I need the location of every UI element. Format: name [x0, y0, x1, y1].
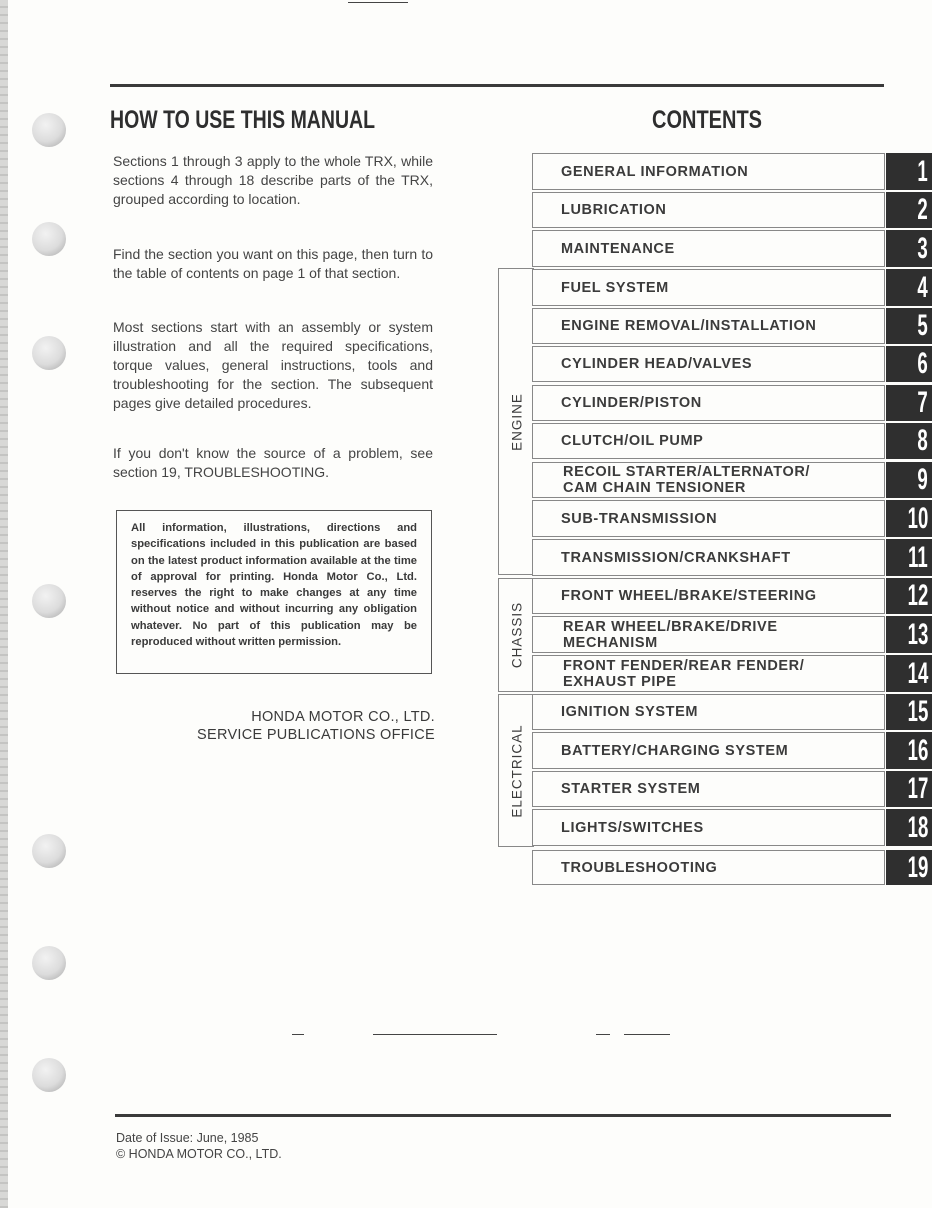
legal-notice-text: All information, illustrations, directions and specifications included in this publication are based on the latest product information available at the time of approval for printing. Honda Motor Co., Ltd. reserves the right to make changes at any time without notice and without incurring any obligation whatever. No part of this publication may be reproduced without written permission. — [131, 522, 417, 649]
contents-row-9[interactable] — [532, 462, 932, 498]
section-number-tab[interactable] — [886, 500, 932, 537]
contents-row-19[interactable] — [532, 850, 932, 885]
contents-row-13[interactable] — [532, 616, 932, 653]
section-number-tab[interactable] — [886, 771, 932, 807]
binder-hole — [32, 113, 66, 147]
section-title[interactable] — [532, 616, 885, 653]
section-number-tab[interactable] — [886, 850, 932, 885]
binder-hole — [32, 336, 66, 370]
section-number: 12 — [907, 579, 928, 612]
section-number-tab[interactable] — [886, 732, 932, 769]
section-title[interactable]: TRANSMISSION/CRANKSHAFT — [532, 539, 885, 576]
date-of-issue: Date of Issue: June, 1985 — [116, 1131, 259, 1145]
section-title-line-2: MECHANISM — [563, 634, 658, 651]
group-engine — [498, 268, 534, 575]
scan-artifact-line — [348, 2, 408, 3]
section-number-tab[interactable] — [886, 809, 932, 846]
section-title[interactable]: FRONT WHEEL/BRAKE/STEERING — [532, 578, 885, 614]
section-title[interactable]: LUBRICATION — [532, 192, 885, 228]
section-number: 16 — [907, 733, 928, 767]
section-title[interactable]: CYLINDER/PISTON — [532, 385, 885, 421]
section-number-tab[interactable] — [886, 192, 932, 228]
section-number: 14 — [907, 656, 928, 690]
contents-row-17[interactable] — [532, 771, 932, 807]
section-number-tab[interactable] — [886, 539, 932, 576]
section-number-tab[interactable] — [886, 269, 932, 306]
group-electrical — [498, 694, 534, 847]
section-title[interactable]: TROUBLESHOOTING — [532, 850, 885, 885]
section-number: 8 — [917, 424, 928, 457]
section-number-tab[interactable] — [886, 423, 932, 459]
section-title-line-1: FRONT FENDER/REAR FENDER/ — [563, 657, 805, 674]
section-number-tab[interactable] — [886, 308, 932, 344]
section-number: 17 — [907, 772, 928, 805]
section-title[interactable]: ENGINE REMOVAL/INSTALLATION — [532, 308, 885, 344]
contents-row-6[interactable] — [532, 346, 932, 382]
scan-artifact-line — [373, 1034, 497, 1035]
section-number: 19 — [907, 850, 928, 884]
binder-hole — [32, 946, 66, 980]
publisher-office: SERVICE PUBLICATIONS OFFICE — [197, 727, 435, 743]
copyright: © HONDA MOTOR CO., LTD. — [116, 1147, 282, 1161]
section-number: 7 — [917, 386, 928, 419]
binder-hole — [32, 1058, 66, 1092]
group-label-engine: ENGINE — [509, 392, 524, 451]
contents-row-5[interactable] — [532, 308, 932, 344]
page-binding-edge — [0, 0, 8, 1208]
scan-artifact-line — [624, 1034, 670, 1035]
contents-row-11[interactable] — [532, 539, 932, 576]
section-number: 2 — [917, 193, 928, 226]
section-title-line-2: EXHAUST PIPE — [563, 673, 677, 690]
footer — [116, 1130, 282, 1162]
contents-row-7[interactable] — [532, 385, 932, 421]
troubleshooting-paragraph: If you don't know the source of a problem, see section 19, TROUBLESHOOTING. — [113, 445, 433, 480]
section-number-tab[interactable] — [886, 230, 932, 267]
section-title[interactable]: BATTERY/CHARGING SYSTEM — [532, 732, 885, 769]
find-section-paragraph: Find the section you want on this page, then turn to the table of contents on page 1 of that section. — [113, 246, 433, 281]
section-number-tab[interactable] — [886, 578, 932, 614]
contents-row-8[interactable] — [532, 423, 932, 459]
contents-row-4[interactable] — [532, 269, 932, 306]
scan-artifact-line — [292, 1034, 304, 1035]
section-title[interactable] — [532, 655, 885, 692]
section-number: 9 — [917, 463, 928, 496]
contents-row-2[interactable] — [532, 192, 932, 228]
section-number: 1 — [917, 154, 928, 188]
section-number-tab[interactable] — [886, 616, 932, 653]
section-number-tab[interactable] — [886, 694, 932, 730]
section-title[interactable]: IGNITION SYSTEM — [532, 694, 885, 730]
section-title[interactable]: CYLINDER HEAD/VALVES — [532, 346, 885, 382]
contents-row-18[interactable] — [532, 809, 932, 846]
section-title[interactable]: CLUTCH/OIL PUMP — [532, 423, 885, 459]
scan-artifact-line — [596, 1034, 610, 1035]
binder-hole — [32, 834, 66, 868]
contents-row-1[interactable] — [532, 153, 932, 190]
contents-row-3[interactable] — [532, 230, 932, 267]
section-number-tab[interactable] — [886, 462, 932, 498]
group-chassis — [498, 578, 534, 692]
section-title[interactable]: GENERAL INFORMATION — [532, 153, 885, 190]
section-number: 11 — [908, 540, 928, 574]
section-title[interactable]: SUB-TRANSMISSION — [532, 500, 885, 537]
group-label-electrical: ELECTRICAL — [509, 723, 524, 818]
section-number: 10 — [907, 501, 928, 535]
binder-hole — [32, 222, 66, 256]
how-to-use-heading: HOW TO USE THIS MANUAL — [110, 106, 376, 134]
section-title-line-2: CAM CHAIN TENSIONER — [563, 480, 746, 496]
section-number: 13 — [907, 617, 928, 651]
contents-row-14[interactable] — [532, 655, 932, 692]
section-number: 3 — [917, 231, 928, 265]
section-title[interactable]: STARTER SYSTEM — [532, 771, 885, 807]
section-number: 6 — [917, 347, 928, 380]
intro-paragraph: Sections 1 through 3 apply to the whole TRX, while sections 4 through 18 describe parts of the TRX, grouped according to location. — [113, 153, 433, 207]
contents-row-12[interactable] — [532, 578, 932, 614]
sections-structure-paragraph: Most sections start with an assembly or system illustration and all the required specifications, torque values, general instructions, tools and troubleshooting for the section. The subsequent pages give detailed procedures. — [113, 319, 433, 411]
section-number-tab[interactable] — [886, 153, 932, 190]
section-number: 15 — [907, 695, 928, 728]
publisher-block — [197, 708, 435, 744]
section-title-line-1: RECOIL STARTER/ALTERNATOR/ — [563, 464, 811, 480]
legal-notice-box — [116, 510, 432, 674]
contents-row-15[interactable] — [532, 694, 932, 730]
contents-row-16[interactable] — [532, 732, 932, 769]
section-title-line-1: REAR WHEEL/BRAKE/DRIVE — [563, 618, 778, 635]
section-title[interactable]: LIGHTS/SWITCHES — [532, 809, 885, 846]
contents-title: CONTENTS — [652, 106, 762, 134]
section-title[interactable]: MAINTENANCE — [532, 230, 885, 267]
section-number: 4 — [917, 270, 928, 304]
binder-hole — [32, 584, 66, 618]
section-number: 5 — [917, 309, 928, 342]
section-title[interactable] — [532, 462, 885, 498]
top-rule — [110, 84, 884, 87]
section-number-tab[interactable] — [886, 346, 932, 382]
bottom-rule — [115, 1114, 891, 1117]
section-title[interactable]: FUEL SYSTEM — [532, 269, 885, 306]
section-number-tab[interactable] — [886, 655, 932, 692]
group-label-chassis: CHASSIS — [509, 601, 524, 669]
contents-row-10[interactable] — [532, 500, 932, 537]
publisher-name: HONDA MOTOR CO., LTD. — [251, 709, 435, 725]
section-number-tab[interactable] — [886, 385, 932, 421]
section-number: 18 — [907, 810, 928, 844]
